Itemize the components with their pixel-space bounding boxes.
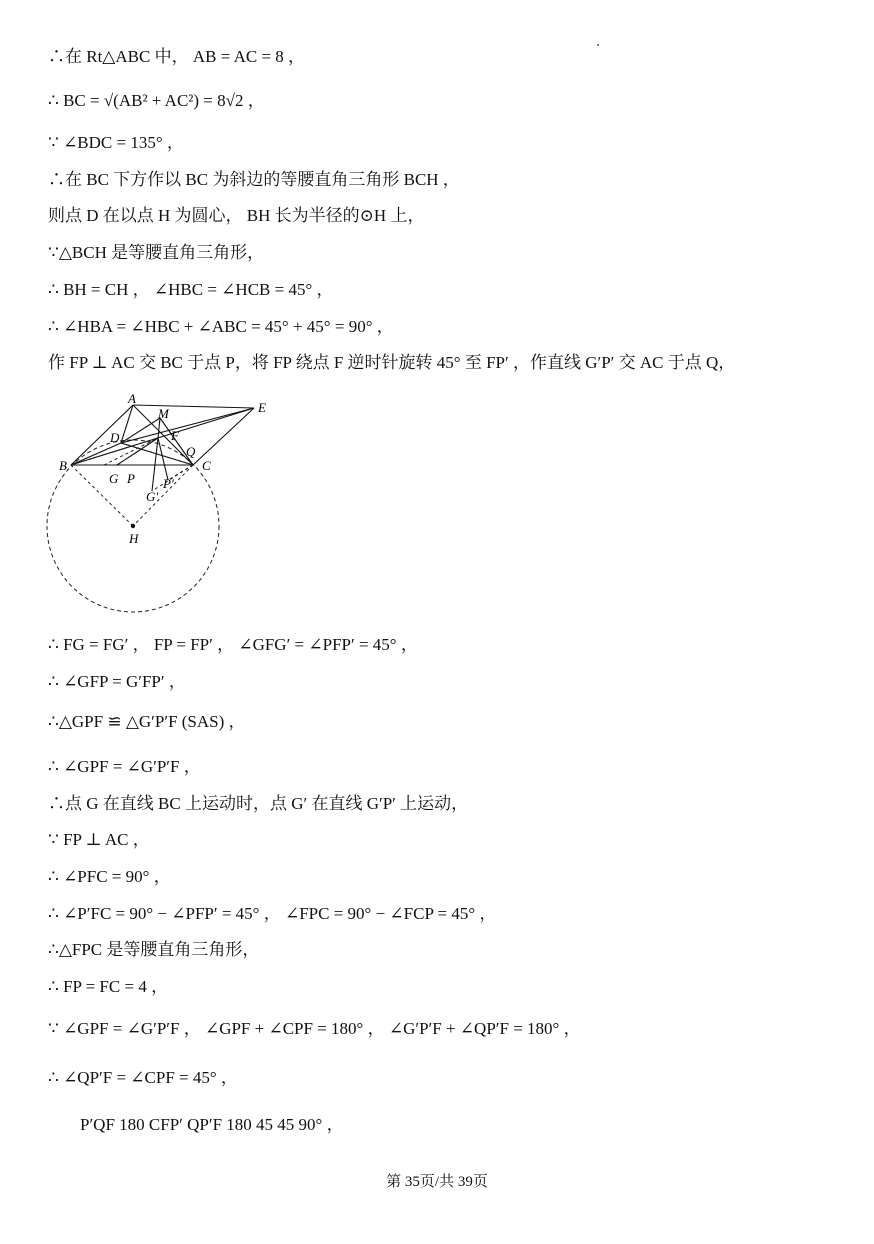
point-h — [131, 524, 135, 528]
seg-bd — [71, 443, 121, 465]
label-p: P — [127, 471, 135, 486]
solution-line: ∵ ∠GPF = ∠G′P′F ， ∠GPF + ∠CPF = 180° ， ∠G′P′F + ∠QP′F = 180° ， — [48, 1019, 581, 1038]
label-g-prime: G′ — [146, 489, 159, 504]
solution-line: ∵ FP ⊥ AC ， — [48, 830, 150, 849]
seg-ch — [133, 465, 193, 526]
label-h: H — [129, 531, 139, 546]
page-footer: 第 35页/共 39页 — [386, 1174, 488, 1190]
label-m: M — [158, 406, 169, 421]
solution-line: ∴ ∠P′FC = 90° − ∠PFP′ = 45° ， ∠FPC = 90° − ∠FCP = 45° ， — [48, 904, 497, 923]
solution-line: ∴△GPF ≌ △G′P′F (SAS) ， — [48, 712, 246, 731]
solution-line: ∴ FG = FG′ ， FP = FP′ ， ∠GFG′ = ∠PFP′ = 45° ， — [48, 635, 418, 654]
label-p-prime: P′ — [163, 476, 174, 491]
solution-line: P′QF 180 CFP′ QP′F 180 45 45 90° ， — [80, 1115, 344, 1134]
solution-line: ∴在 BC 下方作以 BC 为斜边的等腰直角三角形 BCH ， — [48, 170, 460, 189]
label-f: F — [171, 428, 179, 443]
solution-line: ∴ ∠GPF = ∠G′P′F ， — [48, 757, 201, 776]
seg-bh — [71, 465, 133, 526]
label-d: D — [110, 430, 120, 445]
geometry-figure — [40, 388, 280, 618]
seg-mf — [158, 418, 160, 438]
label-g: G — [109, 471, 119, 486]
label-a: A — [128, 391, 136, 406]
label-b: B — [59, 458, 67, 473]
solution-line: ∴ ∠GFP = G′FP′ ， — [48, 672, 186, 691]
solution-line: 则点 D 在以点 H 为圆心， BH 长为半径的⊙H 上， — [48, 206, 425, 225]
label-c: C — [202, 458, 211, 473]
solution-line: ∴ FP = FC = 4 ， — [48, 977, 169, 996]
label-q: Q — [186, 444, 196, 459]
seg-fp2 — [158, 438, 168, 480]
seg-ae — [133, 405, 254, 408]
solution-line: ∴△FPC 是等腰直角三角形， — [48, 940, 260, 959]
stray-dot — [597, 44, 599, 46]
solution-line: ∵ ∠BDC = 135° ， — [48, 133, 184, 152]
label-e: E — [258, 400, 266, 415]
solution-line: ∴ ∠HBA = ∠HBC + ∠ABC = 45° + 45° = 90° ， — [48, 317, 394, 336]
solution-line: ∴ ∠QP′F = ∠CPF = 45° ， — [48, 1068, 238, 1087]
solution-line: ∴ ∠PFC = 90° ， — [48, 867, 171, 886]
solution-line: ∴ BH = CH ， ∠HBC = ∠HCB = 45° ， — [48, 280, 334, 299]
solution-line: ∴ BC = √(AB² + AC²) = 8√2 ， — [48, 91, 265, 110]
solution-line: ∴在 Rt△ABC 中， AB = AC = 8 ， — [48, 47, 306, 66]
solution-line: ∴点 G 在直线 BC 上运动时，点 G′ 在直线 G′P′ 上运动， — [48, 794, 469, 813]
solution-line: 作 FP ⊥ AC 交 BC 于点 P，将 FP 绕点 F 逆时针旋转 45° 至 FP′ ，作直线 G′P′ 交 AC 于点 Q， — [48, 353, 736, 372]
solution-line: ∵△BCH 是等腰直角三角形， — [48, 243, 265, 262]
